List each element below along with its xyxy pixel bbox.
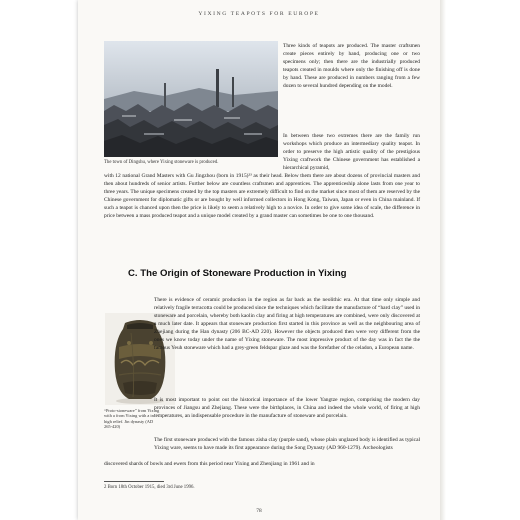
body-paragraph: discovered shards of bowls and ewers from this period near Yixing and Zhenjiang in 1961 and in [104,461,315,467]
running-head: YIXING TEAPOTS FOR EUROPE [198,11,320,17]
page-edge [440,0,446,520]
body-paragraph: with 12 national Grand Masters with Gu Jingzhou (born in 1915)²³ as their head. Below them there are about dozens of provincial masters and then about hundreds of senior artists. Further below are countless craftsmen and apprentices. The apprenticeship alone lasts from one year to three years. The unique specimens created by the top masters are extremely difficult to find on the market since most of them are reserved by the Chinese government for diplomatic gifts or are bought by well informed collectors in Hong Kong, Taiwan, Japan or even in China mainland. If such a teapot is chanced upon then the price is likely to seem a relatively high to a novice. In order to give some idea of scale, the difference in price between a mass produced teapot and a unique model created by a grand master can sometimes be one to one thousand. [104,173,420,219]
body-paragraph: Three kinds of teapots are produced. The master craftsmen create pieces entirely by hand, producing one or two specimens only; then there are the industrially produced teapots created in moulds where only the finishing off is done by hand. These are produced in numbers ranging from a few dozen to several hundred depending on the model. [283,43,420,89]
section-heading: C. The Origin of Stoneware Production in Yixing [128,268,347,279]
footnote-rule [104,481,164,482]
stoneware-photo-caption: “Proto-stoneware” from Yixing with a from Yixing with a in high relief. Jin dynasty (AD 265-420) [104,408,160,430]
body-paragraph: In between these two extremes there are the family run workshops which produce an intermediary quality teapot. In order to preserve the high artistic quality of the prestigious Yixing craftwork the Chinese government has established a hierarchical pyramid, [283,133,420,171]
book-page [78,0,440,520]
dingshu-photo-caption: The town of Dingshu, where Yixing stoneware is produced. [104,160,219,165]
body-paragraph: There is evidence of ceramic production in the region as far back as the neolithic era. At that time only simple and relatively fragile terracotta could be produced since the techniques which facilitate the manufacture of “hard clay” used in stoneware and porcelain, whereby both kaolin clay and firing at high temperatures are combined, were only discovered at a much later date. It appears that stoneware production first started in this province as well as the neighbouring area of Zhejiang during the Han dynasty (206 BC-AD 220). However the objects produced then were very different from the ones we know today under the name of Yixing stoneware. The most impressive product of the day was in fact the the famous Yeuh stoneware which had a grey-green feldspar glaze and was the forefather of the celadon, a European name. [154,297,420,351]
footnote: 2 Born 18th October 1915, died 3rd June 1996. [104,485,195,490]
body-paragraph: It is most important to point out the historical importance of the lower Yangtze region, comprising the modern day provinces of Jiangsu and Zhejiang. These were the birthplaces, in China and indeed the whole world, of firing at high temperatures, an indispensable procedure in the manufacture of stoneware and porcelain. [154,397,420,419]
page-number: 78 [256,508,262,514]
dingshu-town-photo [104,41,278,157]
body-paragraph: The first stoneware produced with the famous zisha clay (purple sand), whose plain unglazed body is identified as typical Yixing ware, seems to have made its first appearance during the Song Dynasty (AD 960-1279). Archeologists [154,437,420,451]
dingshu-photo-image [104,41,278,157]
